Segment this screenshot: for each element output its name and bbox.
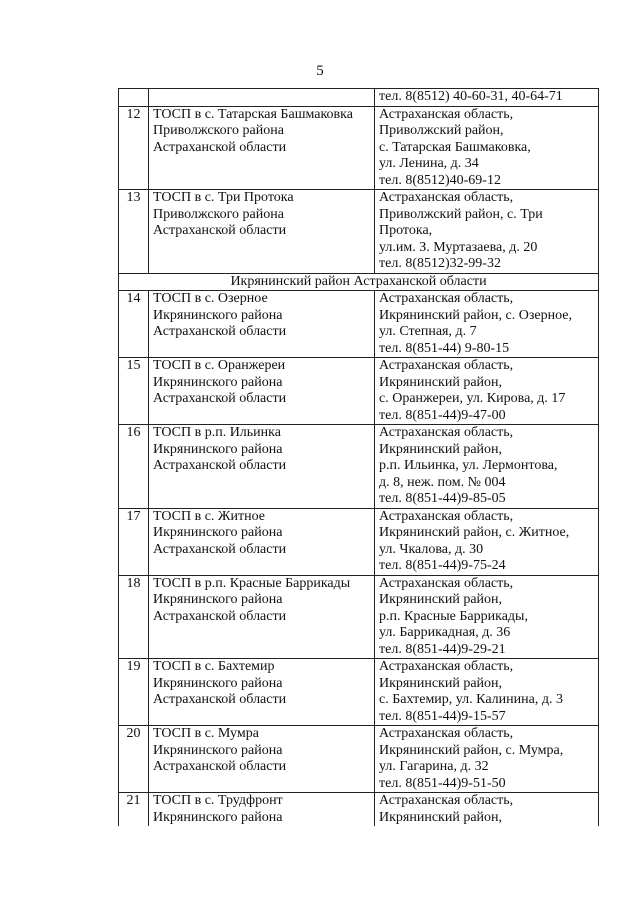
cell-num: 15: [119, 358, 149, 425]
cell-name: ТОСП в р.п. Ильинка Икрянинского района Астраханской области: [149, 425, 375, 509]
cell-num: 13: [119, 190, 149, 274]
cell-name: ТОСП в с. Озерное Икрянинского района Астраханской области: [149, 291, 375, 358]
cell-address: Астраханская область, Икрянинский район, с. Оранжереи, ул. Кирова, д. 17 тел. 8(851-44)9-47-00: [375, 358, 599, 425]
cell-num: 20: [119, 726, 149, 793]
table-row: [119, 659, 599, 726]
table-row: [119, 425, 599, 509]
table-row: [119, 726, 599, 793]
cell-name: ТОСП в с. Три Протока Приволжского района Астраханской области: [149, 190, 375, 274]
cell-name: ТОСП в с. Трудфронт Икрянинского района: [149, 793, 375, 827]
table-row: [119, 575, 599, 659]
table-row: [119, 106, 599, 190]
cell-num: 18: [119, 575, 149, 659]
offices-table-body: [119, 89, 599, 827]
cell-address: тел. 8(8512) 40-60-31, 40-64-71: [375, 89, 599, 107]
cell-name: ТОСП в с. Житное Икрянинского района Астраханской области: [149, 508, 375, 575]
cell-name: ТОСП в с. Мумра Икрянинского района Астраханской области: [149, 726, 375, 793]
cell-num: 14: [119, 291, 149, 358]
cell-address: Астраханская область, Икрянинский район,: [375, 793, 599, 827]
cell-address: Астраханская область, Икрянинский район, с. Житное, ул. Чкалова, д. 30 тел. 8(851-44)9-75-24: [375, 508, 599, 575]
cell-num: 19: [119, 659, 149, 726]
cell-address: Астраханская область, Икрянинский район, с. Озерное, ул. Степная, д. 7 тел. 8(851-44) 9-80-15: [375, 291, 599, 358]
cell-address: Астраханская область, Икрянинский район, с. Мумра, ул. Гагарина, д. 32 тел. 8(851-44)9-51-50: [375, 726, 599, 793]
cell-num: 16: [119, 425, 149, 509]
table-row: [119, 793, 599, 827]
cell-name: ТОСП в с. Оранжереи Икрянинского района Астраханской области: [149, 358, 375, 425]
page-number: 5: [316, 63, 324, 79]
section-row: [119, 273, 599, 291]
table-row: [119, 508, 599, 575]
table-row: [119, 291, 599, 358]
cell-name: ТОСП в с. Татарская Башмаковка Приволжского района Астраханской области: [149, 106, 375, 190]
cell-name: ТОСП в с. Бахтемир Икрянинского района Астраханской области: [149, 659, 375, 726]
cell-num: 12: [119, 106, 149, 190]
section-title: Икрянинский район Астраханской области: [119, 273, 599, 291]
cell-address: Астраханская область, Икрянинский район, с. Бахтемир, ул. Калинина, д. 3 тел. 8(851-44)9-15-57: [375, 659, 599, 726]
cell-num: 17: [119, 508, 149, 575]
table-row: [119, 358, 599, 425]
table-row: [119, 190, 599, 274]
cell-name: ТОСП в р.п. Красные Баррикады Икрянинского района Астраханской области: [149, 575, 375, 659]
cell-address: Астраханская область, Приволжский район, с. Три Протока, ул.им. З. Муртазаева, д. 20 тел. 8(8512)32-99-32: [375, 190, 599, 274]
cell-num: [119, 89, 149, 107]
cell-name: [149, 89, 375, 107]
offices-table: [118, 88, 599, 826]
cell-address: Астраханская область, Приволжский район, с. Татарская Башмаковка, ул. Ленина, д. 34 тел. 8(8512)40-69-12: [375, 106, 599, 190]
cell-address: Астраханская область, Икрянинский район, р.п. Красные Баррикады, ул. Баррикадная, д. 36 тел. 8(851-44)9-29-21: [375, 575, 599, 659]
table-row-continuation: [119, 89, 599, 107]
cell-address: Астраханская область, Икрянинский район, р.п. Ильинка, ул. Лермонтова, д. 8, неж. пом. № 004 тел. 8(851-44)9-85-05: [375, 425, 599, 509]
cell-num: 21: [119, 793, 149, 827]
